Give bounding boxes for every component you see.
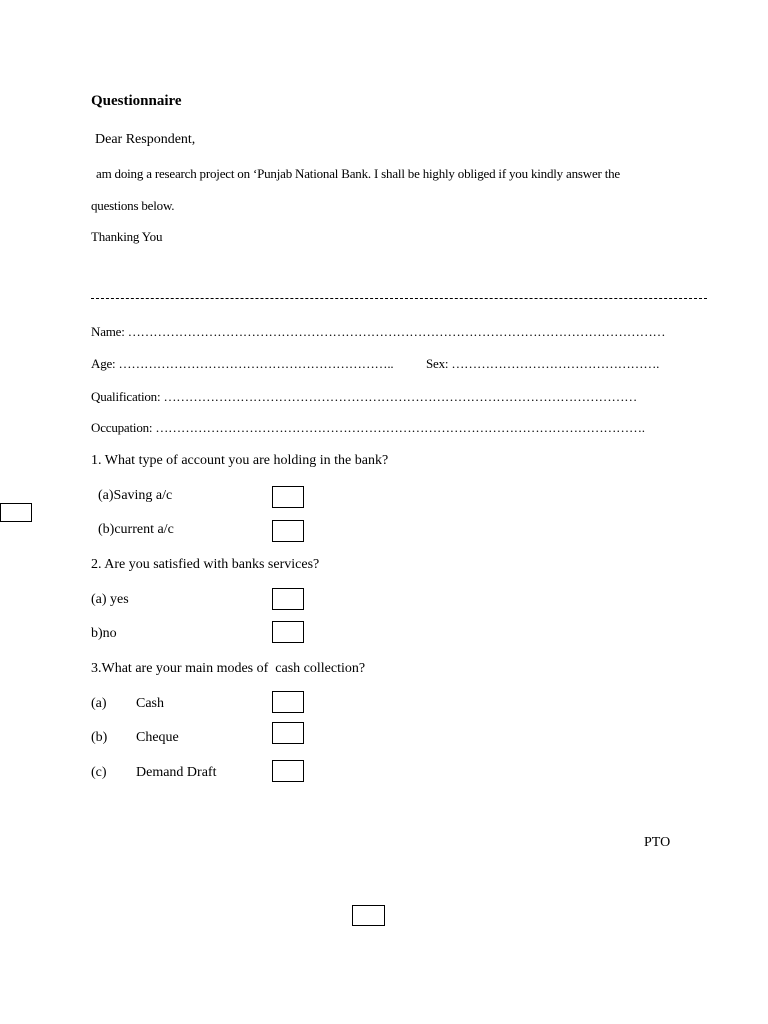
q1-option-saving: (a)Saving a/c bbox=[98, 488, 173, 503]
q3-cash-checkbox[interactable] bbox=[272, 691, 304, 713]
q3-option-demand-draft: Demand Draft bbox=[136, 765, 217, 780]
qualification-field[interactable]: Qualification: ………………………………………………………………………………………………… bbox=[91, 389, 638, 404]
q2-option-no: b)no bbox=[91, 626, 117, 641]
q3-option-cheque: Cheque bbox=[136, 730, 179, 745]
q3-option-a-letter: (a) bbox=[91, 696, 107, 711]
name-field[interactable]: Name: ……………………………………………………………………………………………………………… bbox=[91, 324, 666, 339]
separator-line bbox=[91, 298, 707, 299]
q2-option-yes: (a) yes bbox=[91, 592, 129, 607]
margin-checkbox[interactable] bbox=[0, 503, 32, 522]
q3-option-b-letter: (b) bbox=[91, 730, 108, 745]
sex-field[interactable]: Sex: …………………………………………. bbox=[426, 356, 660, 371]
q1-current-checkbox[interactable] bbox=[272, 520, 304, 542]
question-3: 3.What are your main modes of cash collection? bbox=[91, 661, 366, 676]
intro-line-2: questions below. bbox=[91, 198, 175, 213]
q3-cheque-checkbox[interactable] bbox=[272, 722, 304, 744]
question-2: 2. Are you satisfied with banks services? bbox=[91, 557, 320, 572]
page-title: Questionnaire bbox=[91, 93, 182, 109]
q2-yes-checkbox[interactable] bbox=[272, 588, 304, 610]
q3-option-cash: Cash bbox=[136, 696, 164, 711]
q3-demand-draft-checkbox[interactable] bbox=[272, 760, 304, 782]
greeting-text: Dear Respondent, bbox=[95, 132, 196, 147]
q1-saving-checkbox[interactable] bbox=[272, 486, 304, 508]
pto-text: PTO bbox=[644, 835, 671, 850]
closing-text: Thanking You bbox=[91, 229, 163, 244]
q2-no-checkbox[interactable] bbox=[272, 621, 304, 643]
question-1: 1. What type of account you are holding in the bank? bbox=[91, 453, 389, 468]
footer-box[interactable] bbox=[352, 905, 385, 926]
q3-option-c-letter: (c) bbox=[91, 765, 107, 780]
intro-line-1: am doing a research project on ‘Punjab National Bank. I shall be highly obliged if you kindly answer the bbox=[96, 166, 620, 181]
occupation-field[interactable]: Occupation: ……………………………………………………………………………………………………. bbox=[91, 420, 645, 435]
q1-option-current: (b)current a/c bbox=[98, 522, 174, 537]
age-field[interactable]: Age: ……………………………………………………….. bbox=[91, 356, 394, 371]
